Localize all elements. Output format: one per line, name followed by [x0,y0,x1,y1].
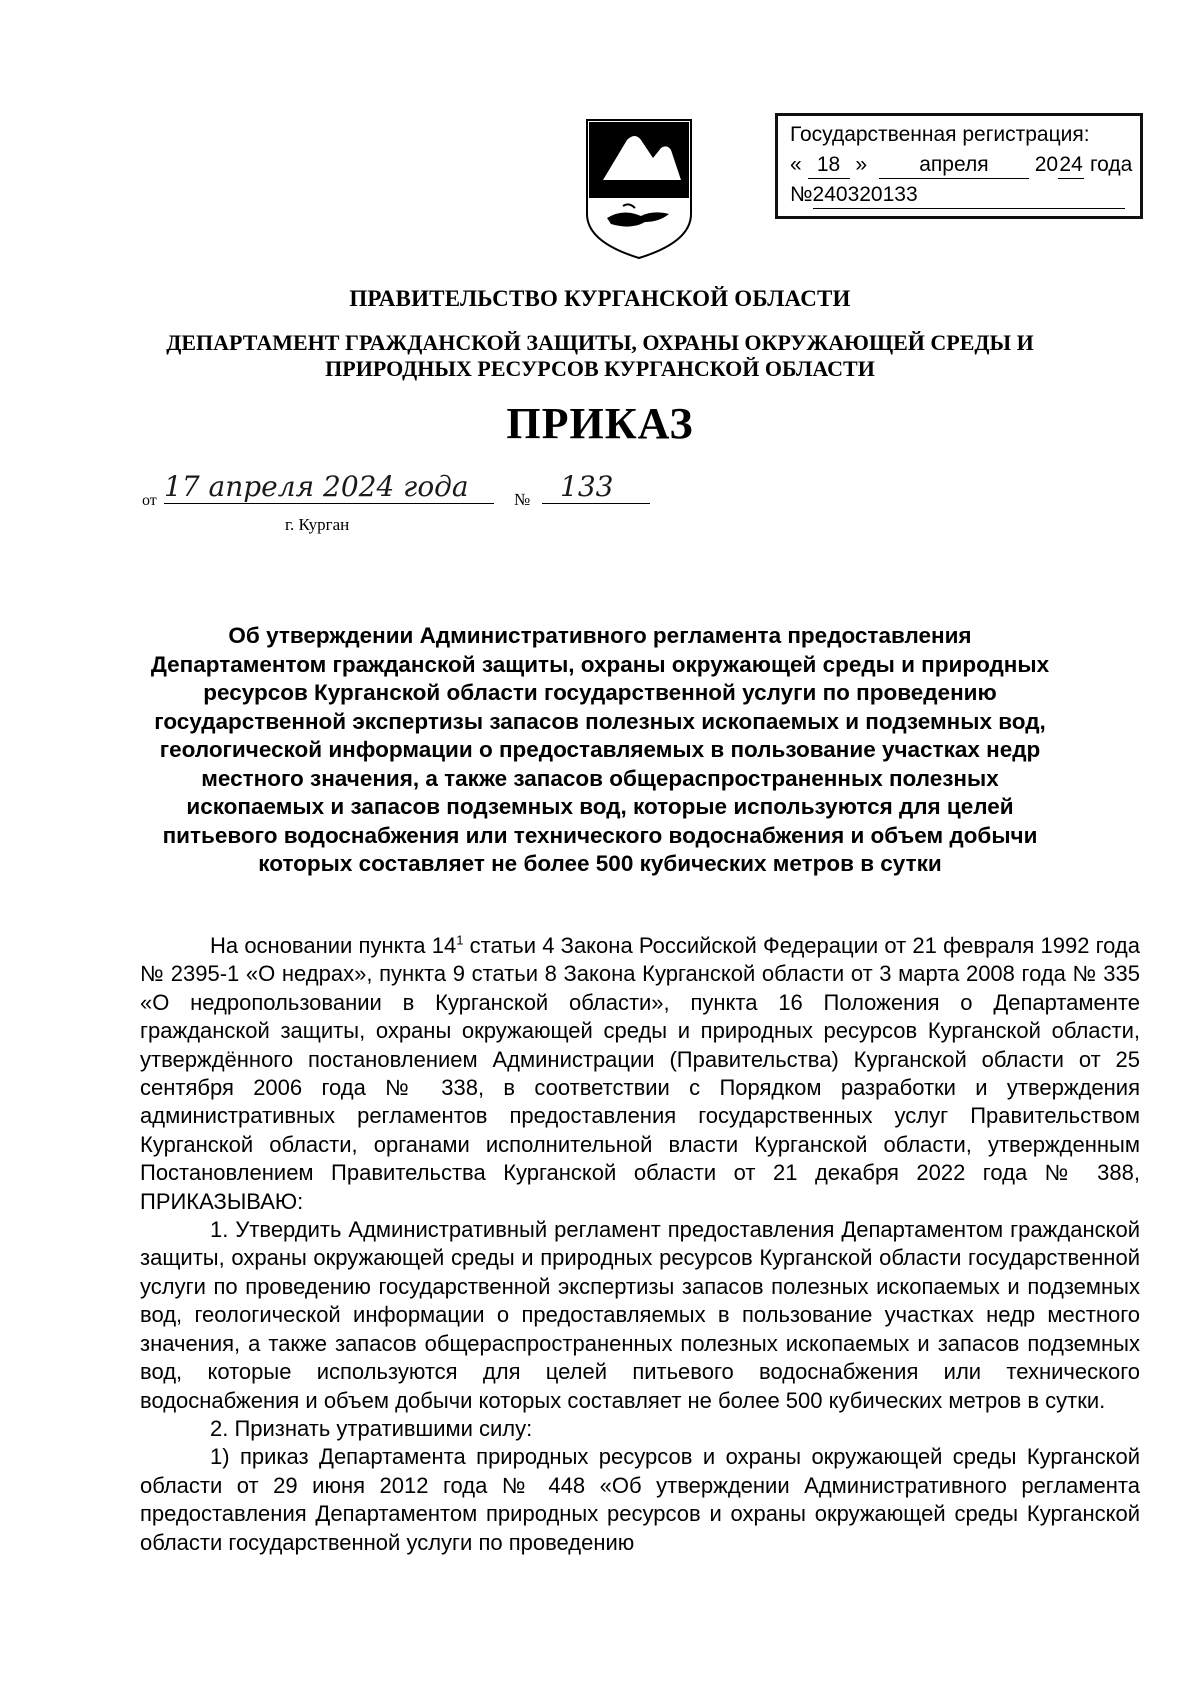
government-title: ПРАВИТЕЛЬСТВО КУРГАНСКОЙ ОБЛАСТИ [349,286,851,311]
registration-number-line [790,180,1130,210]
registration-number-prefix: № [790,183,813,206]
registration-year-prefix: 20 [1034,153,1059,176]
number-label: № [514,490,531,509]
order-number-handwritten: 133 [542,470,650,504]
registration-year-word: года [1089,153,1133,176]
order-body [140,932,1140,1557]
department-title [0,330,1200,382]
city-label: г. Курган [285,515,350,534]
registration-month: апреля [879,152,1029,179]
order-title: ПРИКАЗ [506,399,694,448]
order-date-handwritten: 17 апреля 2024 года [164,470,494,504]
registration-close-quote: » [855,153,868,176]
department-title-line1: ДЕПАРТАМЕНТ ГРАЖДАНСКОЙ ЗАЩИТЫ, ОХРАНЫ ОКРУЖАЮЩЕЙ СРЕДЫ И [166,330,1034,355]
order-subject: Об утверждении Административного регламента предоставления Департаментом гражданской защиты, охраны окружающей среды и природных ресурсов Курганской области государственной услуги по проведению государственной экспертизы запасов полезных ископаемых и подземных вод, геологической информации о предоставляемых в пользование участках недр местного значения, а также запасов общераспространенных полезных ископаемых и запасов подземных вод, которые используются для целей питьевого водоснабжения или технического водоснабжения и объем добычи которых составляет не более 500 кубических метров в сутки [150,623,1050,876]
registration-title: Государственная регистрация: [790,123,1090,146]
registration-year-suffix: 24 [1058,152,1084,179]
registration-stamp [775,113,1143,219]
registration-open-quote: « [790,153,802,176]
registration-day: 18 [808,152,850,179]
item-2-paragraph: 2. Признать утратившими силу: [210,1415,533,1441]
preamble-start: На основании пункта 14 [210,933,457,958]
department-title-line2: ПРИРОДНЫХ РЕСУРСОВ КУРГАНСКОЙ ОБЛАСТИ [325,356,875,381]
preamble-paragraph [140,932,1140,1216]
preamble-superscript: 1 [456,932,464,948]
preamble-rest: статьи 4 Закона Российской Федерации от 21 февраля 1992 года № 2395-1 «О недрах», пункта 9 статьи 8 Закона Курганской области от 3 марта 2008 года № 335 «О недропользовании в Курганской области», пункта 16 Положения о Департаменте гражданской защиты, охраны окружающей среды и природных ресурсов Курганской области, утверждённого постановлением Администрации (Правительства) Курганской области от 25 сентября 2006 года № 338, в соответствии с Порядком разработки и утверждения административных регламентов предоставления государственных услуг Правительством Курганской области, органами исполнительной власти Курганской области, утвержденным Постановлением Правительства Курганской области от 21 декабря 2022 года № 388, ПРИКАЗЫВАЮ: [140,933,1141,1214]
item-1-paragraph: 1. Утвердить Административный регламент предоставления Департаментом гражданской защиты, охраны окружающей среды и природных ресурсов Курганской области государственной услуги по проведению государственной экспертизы запасов полезных ископаемых и подземных вод, геологической информации о предоставляемых в пользование участках недр местного значения, а также запасов общераспространенных полезных ископаемых и запасов подземных вод, которые используются для целей питьевого водоснабжения или технического водоснабжения и объем добычи которых составляет не более 500 кубических метров в сутки. [140,1217,1140,1413]
coat-of-arms-emblem [583,118,695,260]
order-date-line [142,470,662,516]
from-label: от [142,492,157,509]
registration-number: 240320133 [813,182,1125,209]
registration-date-line [790,150,1133,180]
item-2-1-paragraph: 1) приказ Департамента природных ресурсов и охраны окружающей среды Курганской области от 29 июня 2012 года № 448 «Об утверждении Административного регламента предоставления Департаментом природных ресурсов и охраны окружающей среды Курганской области государственной услуги по проведению [140,1444,1140,1555]
